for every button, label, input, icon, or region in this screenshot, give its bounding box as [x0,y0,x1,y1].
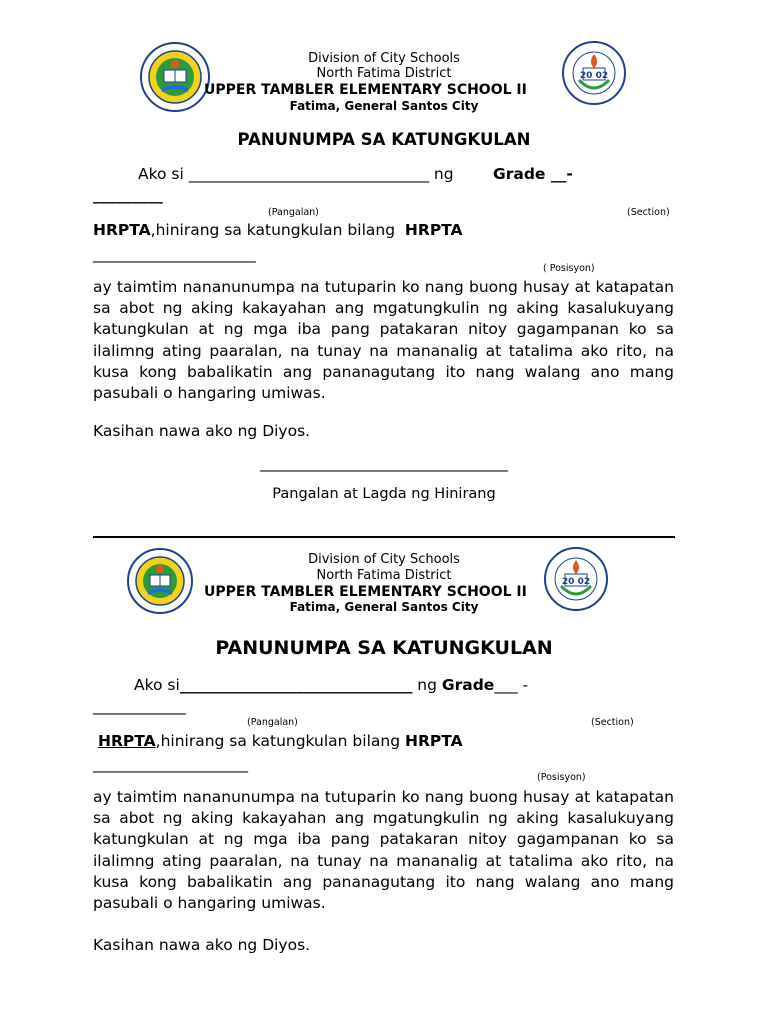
hinirang-text: ,hinirang sa katungkulan bilang [155,732,401,750]
signature-label: Pangalan at Lagda ng Hinirang [272,486,496,502]
form-title: PANUNUMPA SA KATUNGKULAN [237,130,531,149]
school-name: UPPER TAMBLER ELEMENTARY SCHOOL II [204,82,527,98]
school-seal-icon [540,546,612,612]
signature-line: ________________________________ [260,454,508,472]
grade-rest: ___ - [494,676,529,694]
pangalan-label: (Pangalan) [247,717,298,728]
section-label: (Section) [591,717,634,728]
grade-field: Grade [441,676,495,694]
pangalan-label: (Pangalan) [268,207,319,218]
oath-body: ay taimtim nananunumpa na tutuparin ko nang buong husay at katapatan sa abot ng aking kakayahan ang mgatungkulin ng aking kasalukuyang katungkulan at ng mga iba pang patakaran nitoy gagampanan ko sa ilalimng ating paaralan, na tunay na mananalig at tatalima ako rito, na kusa kong babalikatin ang pananagutang ito nang walang ano mang pasubali o hangaring umiwas. [93,278,674,403]
division-name: Division of City Schools [308,552,460,567]
school-seal-year: 20 02 [579,71,609,81]
hrpta-position-text: HRPTA [404,732,463,750]
district-name: North Fatima District [316,568,452,583]
posisyon-line: ____________________ [93,755,248,773]
ako-si-text: Ako si [134,676,180,694]
school-seal-icon [557,40,631,106]
form-title: PANUNUMPA SA KATUNGKULAN [215,637,553,659]
grade-field: Grade __- [493,165,573,183]
ng-text: ng [417,676,437,694]
section-divider [93,536,675,538]
hrpta-text: HRPTA [93,221,151,239]
grade-line: ____________ [93,697,186,715]
ako-si-line [134,676,528,694]
deped-division-seal-icon [124,548,196,614]
hrpta-position-text: HRPTA [404,221,463,239]
school-name: UPPER TAMBLER ELEMENTARY SCHOOL II [204,584,527,600]
section-label: (Section) [627,207,670,218]
name-line: ______________________________ [179,676,413,694]
division-name: Division of City Schools [308,51,460,66]
district-name: North Fatima District [316,66,452,81]
school-location: Fatima, General Santos City [289,600,479,614]
hinirang-text: ,hinirang sa katungkulan bilang [150,221,396,239]
deped-division-seal-icon [140,42,210,112]
closing-line: Kasihan nawa ako ng Diyos. [93,936,311,954]
hrpta-line [98,732,463,750]
posisyon-label: ( Posisyon) [543,263,595,274]
posisyon-line: _____________________ [93,245,256,263]
school-seal-year: 20 02 [561,577,591,587]
grade-line: _________ [93,186,163,204]
closing-line: Kasihan nawa ako ng Diyos. [93,422,311,440]
hrpta-line [93,221,463,239]
posisyon-label: (Posisyon) [537,772,586,783]
oath-body: ay taimtim nananunumpa na tutuparin ko nang buong husay at katapatan sa abot ng aking kakayahan ang mgatungkulin ng aking kasalukuyang katungkulan at ng mga iba pang patakaran nitoy gagampanan ko sa ilalimng ating paaralan, na tunay na mananalig at tatalima ako rito, na kusa kong babalikatin ang pananagutang ito nang walang ano mang pasubali o hangaring umiwas. [93,788,674,913]
ako-si-line: Ako si _______________________________ ng [138,165,454,183]
school-location: Fatima, General Santos City [289,99,479,113]
hrpta-text: HRPTA [98,732,156,750]
